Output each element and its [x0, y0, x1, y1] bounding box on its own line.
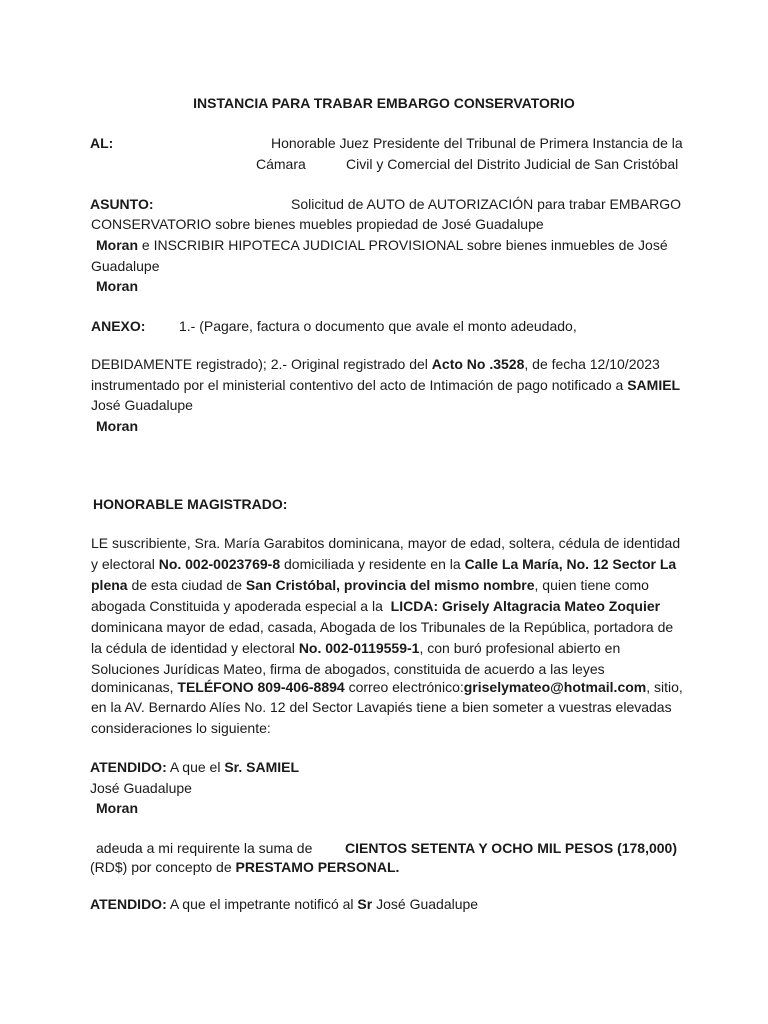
adeuda-line-2: (RD$) por concepto de PRESTAMO PERSONAL.	[90, 859, 400, 875]
body-line-2: y electoral No. 002-0023769-8 domiciliada y residente en la Calle La María, No. 12 Sector La	[91, 556, 677, 572]
asunto-label: ASUNTO:	[90, 196, 154, 212]
al-label: AL:	[90, 135, 114, 151]
anexo-line-1: 1.- (Pagare, factura o documento que avale el monto adeudado,	[179, 318, 577, 334]
atendido-1-line-3: Moran	[96, 800, 138, 816]
anexo-line-3: instrumentado por el ministerial contentivo del acto de Intimación de pago notificado a SAMIEL	[91, 377, 681, 393]
anexo-line-5: Moran	[96, 418, 138, 434]
anexo-line-2: DEBIDAMENTE registrado); 2.- Original registrado del Acto No .3528, de fecha 12/10/2023	[91, 356, 660, 372]
salutation: HONORABLE MAGISTRADO:	[93, 496, 288, 512]
adeuda-line-1: adeuda a mi requirente la suma de CIENTOS SETENTA Y OCHO MIL PESOS (178,000)	[96, 840, 677, 856]
al-recipient-line-1: Honorable Juez Presidente del Tribunal de Primera Instancia de la	[271, 135, 683, 151]
al-recipient-line-2a: Cámara	[256, 156, 306, 172]
body-line-1: LE suscribiente, Sra. María Garabitos dominicana, mayor de edad, soltera, cédula de identidad	[91, 535, 681, 551]
body-line-4: abogada Constituida y apoderada especial a la LICDA: Grisely Altagracia Mateo Zoquier	[91, 598, 661, 614]
atendido-2-line-1: ATENDIDO: A que el impetrante notificó al Sr José Guadalupe	[90, 896, 479, 912]
asunto-line-2: CONSERVATORIO sobre bienes muebles propiedad de José Guadalupe	[91, 216, 544, 232]
asunto-line-3: Moran e INSCRIBIR HIPOTECA JUDICIAL PROVISIONAL sobre bienes inmuebles de José	[96, 237, 668, 253]
anexo-label: ANEXO:	[91, 318, 146, 334]
al-recipient-line-2b: Civil y Comercial del Distrito Judicial de San Cristóbal	[346, 156, 679, 172]
atendido-1-line-2: José Guadalupe	[90, 780, 192, 796]
body-line-9: en la AV. Bernardo Alíes No. 12 del Sector Lavapiés tiene a bien someter a vuestras elevadas	[91, 699, 672, 715]
body-line-6: la cédula de identidad y electoral No. 002-0119559-1, con buró profesional abierto en	[91, 640, 621, 656]
body-line-7: Soluciones Jurídicas Mateo, firma de abogados, constituida de acuerdo a las leyes	[91, 661, 605, 677]
asunto-line-4: Guadalupe	[91, 258, 160, 274]
body-line-5: dominicana mayor de edad, casada, Abogada de los Tribunales de la República, portadora de	[91, 619, 674, 635]
body-line-3: plena de esta ciudad de San Cristóbal, provincia del mismo nombre, quien tiene como	[91, 577, 649, 593]
anexo-line-4: José Guadalupe	[91, 397, 193, 413]
document-title: INSTANCIA PARA TRABAR EMBARGO CONSERVATORIO	[193, 95, 575, 111]
atendido-1-line-1: ATENDIDO: A que el Sr. SAMIEL	[90, 759, 300, 775]
asunto-line-1: Solicitud de AUTO de AUTORIZACIÓN para trabar EMBARGO	[291, 196, 682, 212]
asunto-line-5: Moran	[96, 278, 138, 294]
body-line-8: dominicanas, TELÉFONO 809-406-8894 correo electrónico:griselymateo@hotmail.com, sitio,	[91, 679, 683, 695]
body-line-10: consideraciones lo siguiente:	[91, 720, 271, 736]
